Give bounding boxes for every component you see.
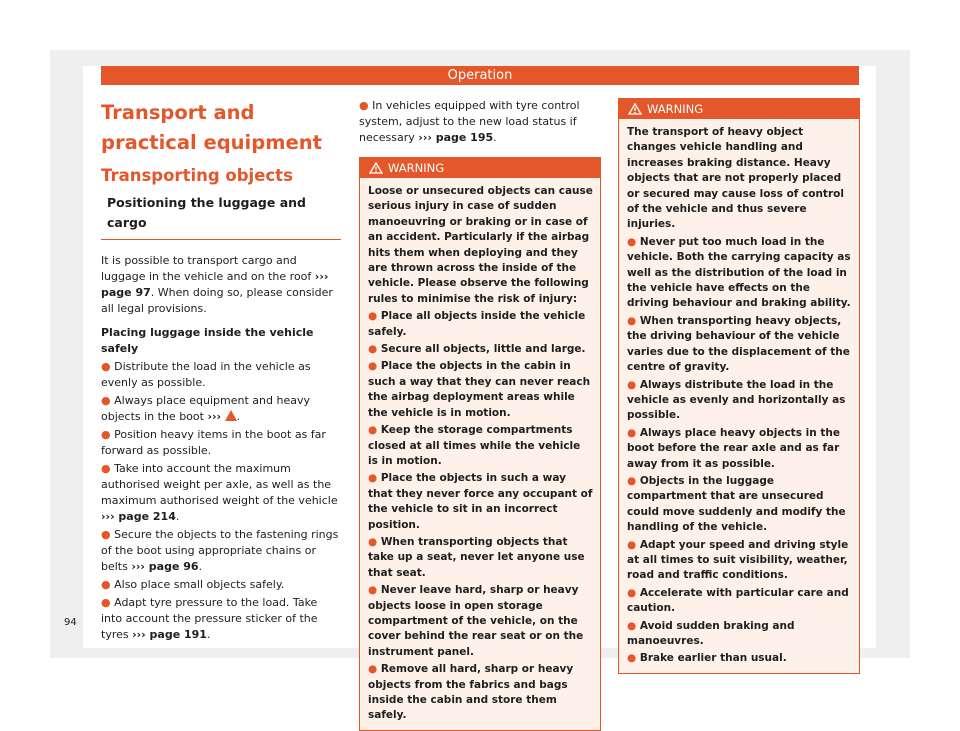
list-item: ● When transporting objects that take up a seat, never let anyone use that seat. (368, 535, 585, 579)
bullet-dot: ● (368, 535, 381, 548)
bullet-dot: ● (627, 378, 640, 391)
warning-intro: The transport of heavy object changes vehicle handling and increases braking distance. Heavy objects that are not properly placed or secured may cause loss of control of the vehicle and thus severe injuries. (627, 126, 844, 231)
warning-box (618, 98, 860, 674)
page-number: 94 (64, 617, 77, 628)
bullet-dot: ● (101, 462, 115, 475)
page-link[interactable]: ››› page 96 (131, 560, 199, 573)
list-item: ● In vehicles equipped with tyre control system, adjust to the new load status if necessary ››› page 195. (359, 99, 580, 144)
bullet-dot: ● (359, 99, 373, 112)
warning-intro: Loose or unsecured objects can cause serious injury in case of sudden manoeuvring or braking or in case of an accident. Particularly if the airbag hits them when deploying and they are thrown across the inside of the vehicle. Please observe the following rules to minimise the risk of injury: (368, 185, 593, 305)
list-item: ● Secure all objects, little and large. (368, 343, 586, 356)
bullet-dot: ● (627, 426, 640, 439)
list-item: ● Take into account the maximum authorised weight per axle, as well as the maximum authorised weight of the vehicle ››› page 214. (101, 462, 338, 523)
chapter-subtitle: Transporting objects (101, 166, 293, 185)
list-item: ● Place all objects inside the vehicle safely. (368, 310, 586, 338)
bullet-dot: ● (627, 314, 640, 327)
bullet-dot: ● (101, 360, 115, 373)
page-link[interactable]: ››› page 195 (418, 131, 494, 144)
page-link[interactable]: ››› page 97 (101, 270, 329, 299)
bullet-dot: ● (368, 663, 381, 676)
bullet-dot: ● (368, 360, 381, 373)
warning-label: WARNING (388, 161, 445, 175)
bullet-dot: ● (368, 472, 381, 485)
bullet-dot: ● (627, 538, 640, 551)
warning-triangle-icon (628, 103, 642, 115)
bullet-dot: ● (368, 424, 381, 437)
warning-triangle-icon (369, 162, 383, 174)
bullet-dot: ● (101, 578, 115, 591)
column-middle (359, 98, 601, 731)
bullet-dot: ● (368, 343, 381, 356)
list-item: ● Adapt your speed and driving style at all times to suit visibility, weather, road and traffic conditions. (627, 538, 849, 582)
column-left (101, 98, 341, 643)
list-item: ● When transporting heavy objects, the driving behaviour of the vehicle varies due to the displacement of the centre of gravity. (627, 314, 850, 374)
bullet-dot: ● (627, 474, 640, 487)
warning-header (619, 99, 859, 119)
page-title: Transport and practical equipment (101, 101, 322, 154)
list-item: ● Brake earlier than usual. (627, 652, 787, 665)
list-item: ● Keep the storage compartments closed at all times while the vehicle is in motion. (368, 424, 581, 467)
section-header: Operation (101, 66, 859, 85)
list-item: ● Always place heavy objects in the boot before the rear axle and as far away from it as possible. (627, 426, 840, 470)
warning-box (359, 157, 601, 731)
warning-body (619, 119, 859, 673)
list-item: ● Never leave hard, sharp or heavy objects loose in open storage compartment of the vehicle, on the cover behind the rear seat or on the instrument panel. (368, 584, 584, 658)
bullet-dot: ● (101, 596, 115, 609)
list-item: ● Also place small objects safely. (101, 578, 285, 591)
bullet-dot: ● (101, 428, 115, 441)
bullet-dot: ● (368, 584, 381, 597)
warning-link[interactable]: ››› (207, 410, 222, 423)
section-heading: Positioning the luggage and cargo (101, 193, 341, 240)
bullet-dot: ● (101, 394, 115, 407)
list-item: ● Objects in the luggage compartment that are unsecured could move suddenly and modify the handling of the vehicle. (627, 474, 846, 534)
warning-header (360, 158, 600, 178)
page-link[interactable]: ››› page 191 (132, 628, 207, 641)
list-item: ● Remove all hard, sharp or heavy objects from the fabrics and bags inside the cabin and store them safely. (368, 663, 574, 722)
list-item: ● Place the objects in such a way that they never force any occupant of the vehicle to sit in an incorrect position. (368, 472, 593, 531)
list-item: ● Position heavy items in the boot as far forward as possible. (101, 428, 326, 457)
bullet-dot: ● (627, 586, 640, 599)
list-item: ● Place the objects in the cabin in such a way that they can never reach the airbag deployment areas while the vehicle is in motion. (368, 360, 591, 419)
bullet-dot: ● (627, 235, 640, 248)
list-item: ● Never put too much load in the vehicle. Both the carrying capacity as well as the distribution of the load in the vehicle have effects on the driving behaviour and braking ability. (627, 235, 851, 310)
list-item: ● Always place equipment and heavy objects in the boot ››› . (101, 394, 310, 423)
bullet-dot: ● (101, 528, 115, 541)
bullet-dot: ● (627, 652, 640, 665)
subheading: Placing luggage inside the vehicle safely (101, 326, 314, 355)
list-item: ● Secure the objects to the fastening rings of the boot using appropriate chains or belts ››› page 96. (101, 528, 339, 573)
warning-body (360, 178, 600, 730)
list-item: ● Adapt tyre pressure to the load. Take into account the pressure sticker of the tyres ››› page 191. (101, 596, 318, 641)
page-link[interactable]: ››› page 214 (101, 510, 176, 523)
column-right (618, 98, 860, 674)
list-item: ● Distribute the load in the vehicle as evenly as possible. (101, 360, 311, 389)
list-item: ● Accelerate with particular care and caution. (627, 586, 849, 615)
list-item: ● Avoid sudden braking and manoeuvres. (627, 619, 795, 647)
warning-label: WARNING (647, 102, 704, 116)
intro-paragraph: It is possible to transport cargo and luggage in the vehicle and on the roof ››› page 97. When doing so, please consider all legal provisions. (101, 254, 333, 315)
bullet-dot: ● (627, 619, 640, 632)
warning-triangle-icon (225, 410, 237, 421)
bullet-dot: ● (368, 310, 381, 323)
list-item: ● Always distribute the load in the vehicle as evenly and horizontally as possible. (627, 378, 846, 422)
